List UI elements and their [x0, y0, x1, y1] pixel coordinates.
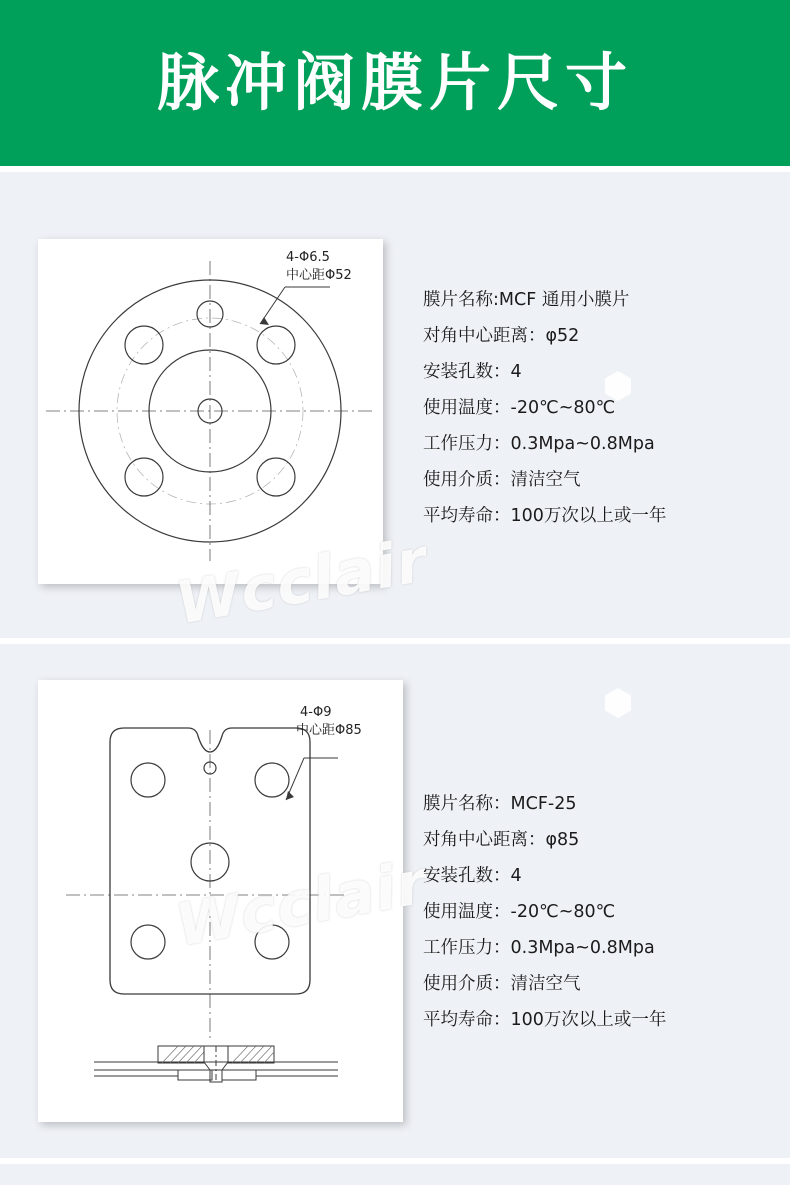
- spec-value: φ85: [545, 830, 580, 850]
- spec-value: 0.3Mpa~0.8Mpa: [510, 434, 655, 454]
- spec-row: [423, 462, 666, 498]
- spec-label: 安装孔数：: [423, 866, 511, 886]
- watermark-hex-icon: [605, 688, 631, 718]
- callout-text-line2: 中心距Φ85: [296, 723, 362, 738]
- next-section-partial: [0, 1161, 790, 1185]
- spec-value: 4: [510, 866, 522, 886]
- diaphragm-drawing-mcf-small: [38, 239, 383, 584]
- watermark-text: cclair: [234, 847, 433, 950]
- spec-label: 安装孔数：: [423, 362, 511, 382]
- spec-label: 对角中心距离：: [423, 326, 546, 346]
- spec-label: 膜片名称：: [423, 794, 511, 814]
- spec-row: [423, 966, 666, 1002]
- spec-row: [423, 858, 666, 894]
- diaphragm-drawing-mcf-25: [38, 680, 403, 1122]
- spec-row: [423, 318, 666, 354]
- spec-section-mcf-small: [0, 169, 790, 641]
- spec-row: [423, 354, 666, 390]
- spec-row: [423, 930, 666, 966]
- spec-list-mcf-25: [423, 786, 666, 1038]
- diagram-card-mcf-25: [38, 680, 403, 1122]
- spec-value: 4: [510, 362, 522, 382]
- callout-text-line1: 4-Φ6.5: [286, 250, 330, 265]
- watermark-mark: W: [171, 559, 247, 638]
- spec-label: 使用温度：: [423, 398, 511, 418]
- spec-value: 清洁空气: [510, 974, 581, 994]
- spec-label: 平均寿命：: [423, 1010, 511, 1030]
- spec-value: φ52: [545, 326, 580, 346]
- spec-row: [423, 282, 666, 318]
- callout-text-line1: 4-Φ9: [300, 705, 332, 720]
- page-title: 脉冲阀膜片尺寸: [156, 46, 633, 119]
- spec-label: 工作压力：: [423, 434, 511, 454]
- spec-value: -20℃~80℃: [510, 902, 616, 922]
- spec-label: 膜片名称:: [423, 290, 499, 310]
- spec-value: MCF 通用小膜片: [498, 290, 630, 310]
- spec-value: 0.3Mpa~0.8Mpa: [510, 938, 655, 958]
- spec-label: 工作压力：: [423, 938, 511, 958]
- spec-label: 使用介质：: [423, 470, 511, 490]
- spec-value: 清洁空气: [510, 470, 581, 490]
- spec-label: 使用介质：: [423, 974, 511, 994]
- diagram-card-mcf-small: [38, 239, 383, 584]
- spec-label: 平均寿命：: [423, 506, 511, 526]
- spec-section-mcf-25: [0, 641, 790, 1161]
- spec-label: 使用温度：: [423, 902, 511, 922]
- spec-row: [423, 426, 666, 462]
- spec-value: -20℃~80℃: [510, 398, 616, 418]
- spec-row: [423, 1002, 666, 1038]
- callout-text-line2: 中心距Φ52: [286, 268, 352, 283]
- spec-row: [423, 390, 666, 426]
- spec-list-mcf-small: [423, 282, 666, 534]
- spec-row: [423, 498, 666, 534]
- page-header-banner: [0, 0, 790, 166]
- spec-row: [423, 822, 666, 858]
- spec-value: 100万次以上或一年: [510, 506, 667, 526]
- spec-value: 100万次以上或一年: [510, 1010, 667, 1030]
- spec-row: [423, 786, 666, 822]
- watermark-mark: W: [171, 881, 247, 960]
- spec-row: [423, 894, 666, 930]
- spec-label: 对角中心距离：: [423, 830, 546, 850]
- spec-value: MCF-25: [510, 794, 577, 814]
- watermark-text: cclair: [234, 525, 433, 628]
